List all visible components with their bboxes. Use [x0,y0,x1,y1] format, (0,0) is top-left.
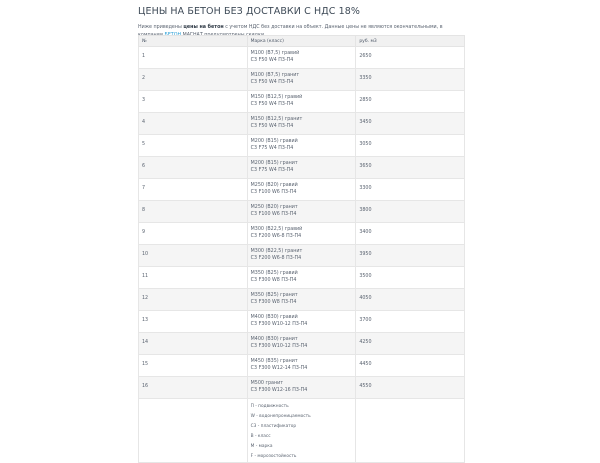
grade-spec: С3 F300 W10-12 П3-П4 [250,343,308,349]
row-number: 12 [139,289,248,311]
grade-name: М400 (В30) гравий [250,315,298,320]
row-price: 3350 [356,69,465,91]
row-price: 3300 [356,179,465,201]
page-title: ЦЕНЫ НА БЕТОН БЕЗ ДОСТАВКИ С НДС 18% [138,6,360,17]
grade-spec: С3 F50 W4 П3-П4 [250,101,294,107]
grade-spec: С3 F75 W4 П3-П4 [250,167,294,173]
table-body [139,47,465,463]
grade-name: М350 (В25) гранит [250,293,298,298]
table-row [139,157,465,179]
grade-spec: С3 F75 W4 П3-П4 [250,145,294,151]
legend-item: В - класс [250,434,271,439]
table-row [139,179,465,201]
header-number: № [139,36,248,47]
row-grade [247,135,356,157]
legend-item: С3 - пластификатор [250,424,297,429]
grade-spec: С3 F50 W4 П3-П4 [250,123,294,129]
table-row [139,201,465,223]
row-price: 4450 [356,355,465,377]
row-grade [247,157,356,179]
grade-name: М100 (В7,5) гравий [250,51,300,56]
row-number: 7 [139,179,248,201]
row-grade [247,223,356,245]
grade-spec: С3 F300 W12-14 П3-П4 [250,365,308,371]
grade-name: М100 (В7,5) гранит [250,73,300,78]
row-price: 3950 [356,245,465,267]
row-price: 3050 [356,135,465,157]
header-price: руб. м3 [356,36,465,47]
row-number: 6 [139,157,248,179]
grade-name: М250 (В20) гравий [250,183,298,188]
grade-spec: С3 F200 W6-8 П3-П4 [250,233,302,239]
grade-name: М150 (В12,5) гравий [250,95,303,100]
grade-name: М150 (В12,5) гранит [250,117,303,122]
row-price: 3800 [356,201,465,223]
row-number: 15 [139,355,248,377]
grade-spec: С3 F300 W8 П3-П4 [250,277,297,283]
row-price: 3700 [356,311,465,333]
legend-row [139,399,465,463]
row-number: 14 [139,333,248,355]
table-row [139,91,465,113]
grade-name: М200 (В15) гранит [250,161,298,166]
table-row [139,333,465,355]
legend-empty-cell [356,399,465,463]
row-grade [247,69,356,91]
grade-spec: С3 F300 W8 П3-П4 [250,299,297,305]
table-row [139,245,465,267]
table-row [139,355,465,377]
row-grade [247,267,356,289]
price-table [138,35,465,463]
header-grade: Марка (класс) [247,36,356,47]
row-price: 4250 [356,333,465,355]
table-row [139,69,465,91]
grade-name: М200 (В15) гравий [250,139,298,144]
row-price: 2850 [356,91,465,113]
intro-mid: с учетом НДС без доставки на объект. Данные цены не являются окончательными, в [225,25,443,30]
table-row [139,289,465,311]
row-grade [247,47,356,69]
row-number: 8 [139,201,248,223]
table-row [139,223,465,245]
legend-item: П - подвижность [250,404,289,409]
grade-name: М500 гранит [250,381,284,386]
legend-cell [247,399,356,463]
row-price: 3650 [356,157,465,179]
row-number: 10 [139,245,248,267]
row-price: 3400 [356,223,465,245]
row-grade [247,289,356,311]
grade-spec: С3 F300 W12-16 П3-П4 [250,387,308,393]
row-grade [247,245,356,267]
legend-item: М - марка [250,444,273,449]
grade-name: М400 (В30) гранит [250,337,298,342]
row-number: 5 [139,135,248,157]
grade-name: М250 (В20) гранит [250,205,298,210]
table-row [139,377,465,399]
row-grade [247,311,356,333]
row-price: 4550 [356,377,465,399]
table-row [139,135,465,157]
row-grade [247,113,356,135]
table-row [139,267,465,289]
grade-spec: С3 F50 W4 П3-П4 [250,57,294,63]
legend-empty-cell [139,399,248,463]
row-price: 3500 [356,267,465,289]
row-number: 3 [139,91,248,113]
grade-spec: С3 F300 W10-12 П3-П4 [250,321,308,327]
row-price: 4050 [356,289,465,311]
row-grade [247,355,356,377]
table-row [139,47,465,69]
grade-name: М300 (В22,5) гравий [250,227,303,232]
grade-spec: С3 F100 W6 П3-П4 [250,189,297,195]
row-grade [247,201,356,223]
grade-name: М300 (В22,5) гранит [250,249,303,254]
row-number: 2 [139,69,248,91]
row-number: 13 [139,311,248,333]
intro-pre: Ниже приведены [138,25,182,30]
legend-item: F - морозостойкость [250,454,297,459]
grade-name: М350 (В25) гравий [250,271,298,276]
row-number: 4 [139,113,248,135]
row-grade [247,179,356,201]
table-row [139,113,465,135]
row-number: 1 [139,47,248,69]
row-number: 16 [139,377,248,399]
intro-bold: цены на бетон [183,25,224,30]
row-grade [247,377,356,399]
row-number: 11 [139,267,248,289]
grade-spec: С3 F50 W4 П3-П4 [250,79,294,85]
row-price: 2650 [356,47,465,69]
grade-name: М450 (В35) гранит [250,359,298,364]
row-number: 9 [139,223,248,245]
row-grade [247,333,356,355]
grade-spec: С3 F200 W6-8 П3-П4 [250,255,302,261]
legend-item: W - водонепроницаемость [250,414,311,419]
row-grade [247,91,356,113]
table-header-row [139,36,465,47]
row-price: 3450 [356,113,465,135]
table-row [139,311,465,333]
grade-spec: С3 F100 W6 П3-П4 [250,211,297,217]
